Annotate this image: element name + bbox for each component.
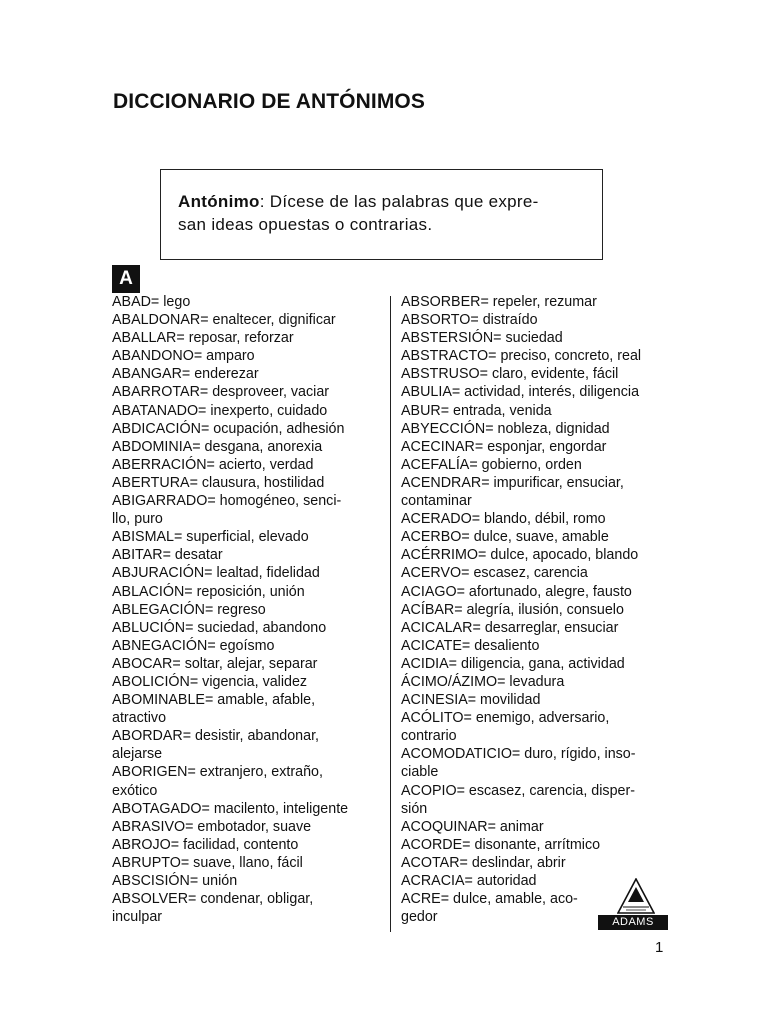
entry-line: ÁCIMO/ÁZIMO= levadura bbox=[401, 673, 565, 690]
entry-line: sión bbox=[401, 800, 428, 817]
entry-line: ABANGAR= enderezar bbox=[112, 366, 259, 383]
publisher-logo bbox=[596, 878, 674, 932]
entry-line: ABALLAR= reposar, reforzar bbox=[112, 330, 294, 347]
entry-line: ABIGARRADO= homogéneo, senci- bbox=[112, 493, 342, 510]
entry-line: ACORDE= disonante, arrítmico bbox=[401, 836, 601, 853]
entry-line: ABANDONO= amparo bbox=[112, 348, 255, 365]
entry-line: ABSORBER= repeler, rezumar bbox=[401, 294, 597, 310]
entry-line: ABULIA= actividad, interés, diligencia bbox=[401, 384, 640, 401]
entry-line: ACÉRRIMO= dulce, apocado, blando bbox=[401, 547, 639, 564]
entry-line: ACRE= dulce, amable, aco- bbox=[401, 891, 578, 908]
entry-line: ABSTERSIÓN= suciedad bbox=[401, 330, 563, 347]
entry-line: ACEFALÍA= gobierno, orden bbox=[401, 456, 582, 473]
entry-line: ABOTAGADO= macilento, inteligente bbox=[112, 800, 349, 817]
entry-line: ACOMODATICIO= duro, rígido, inso- bbox=[401, 746, 636, 763]
entry-line: ACOQUINAR= animar bbox=[401, 818, 544, 835]
entry-line: ACINESIA= movilidad bbox=[401, 692, 541, 709]
publisher-name: ADAMS bbox=[598, 915, 668, 930]
entry-line: alejarse bbox=[112, 746, 163, 763]
definition-line-2: san ideas opuestas o contrarias. bbox=[178, 215, 433, 234]
entry-line: ABORIGEN= extranjero, extraño, bbox=[112, 764, 323, 781]
entry-line: ACÓLITO= enemigo, adversario, bbox=[401, 710, 610, 727]
entry-line: ABROJO= facilidad, contento bbox=[112, 836, 299, 853]
entry-line: contrario bbox=[401, 728, 457, 745]
entry-line: ABUR= entrada, venida bbox=[401, 402, 552, 419]
triangle-emblem-icon bbox=[617, 878, 655, 914]
entry-line: ABOLICIÓN= vigencia, validez bbox=[112, 673, 308, 690]
entry-line: ABDOMINIA= desgana, anorexia bbox=[112, 438, 323, 455]
entry-line: ACECINAR= esponjar, engordar bbox=[401, 438, 607, 455]
entry-line: ABALDONAR= enaltecer, dignificar bbox=[112, 312, 336, 329]
definition-box bbox=[160, 169, 603, 260]
entry-line: ABSTRACTO= preciso, concreto, real bbox=[401, 348, 642, 365]
entry-line: ABSTRUSO= claro, evidente, fácil bbox=[401, 366, 619, 383]
entry-line: ciable bbox=[401, 764, 439, 781]
entry-line: ABSOLVER= condenar, obligar, bbox=[112, 891, 314, 908]
entry-line: ABRUPTO= suave, llano, fácil bbox=[112, 854, 303, 871]
entry-line: ABITAR= desatar bbox=[112, 547, 223, 564]
entry-line: ACRACIA= autoridad bbox=[401, 873, 537, 889]
page-title: DICCIONARIO DE ANTÓNIMOS bbox=[113, 90, 425, 113]
entry-line: exótico bbox=[112, 782, 158, 799]
entry-line: ACERBO= dulce, suave, amable bbox=[401, 529, 609, 546]
entry-line: ABLEGACIÓN= regreso bbox=[112, 601, 266, 618]
entry-line: ACÍBAR= alegría, ilusión, consuelo bbox=[401, 601, 624, 618]
entry-line: ABERTURA= clausura, hostilidad bbox=[112, 474, 325, 491]
entry-line: ABLACIÓN= reposición, unión bbox=[112, 583, 305, 600]
entry-line: ACERVO= escasez, carencia bbox=[401, 565, 588, 582]
entry-line: ABORDAR= desistir, abandonar, bbox=[112, 728, 320, 745]
definition-text: : Dícese de las palabras que expre- bbox=[259, 192, 539, 211]
entry-line: ACERADO= blando, débil, romo bbox=[401, 511, 606, 528]
entry-line: ACOPIO= escasez, carencia, disper- bbox=[401, 782, 636, 799]
entry-line: ACIAGO= afortunado, alegre, fausto bbox=[401, 583, 632, 600]
entry-line: ABARROTAR= desproveer, vaciar bbox=[112, 384, 330, 401]
entry-line: ACOTAR= deslindar, abrir bbox=[401, 854, 566, 871]
entry-line: ABJURACIÓN= lealtad, fidelidad bbox=[112, 565, 320, 582]
definition-line-1 bbox=[178, 190, 586, 213]
entry-line: ABOCAR= soltar, alejar, separar bbox=[112, 655, 318, 672]
entry-line: ABSCISIÓN= unión bbox=[112, 873, 238, 889]
entry-line: ACIDIA= diligencia, gana, actividad bbox=[401, 655, 625, 672]
entry-line: ABSORTO= distraído bbox=[401, 312, 538, 329]
entry-line: ABNEGACIÓN= egoísmo bbox=[112, 637, 275, 654]
page-number: 1 bbox=[655, 939, 664, 956]
entry-line: ABATANADO= inexperto, cuidado bbox=[112, 402, 328, 419]
entry-line: ACICATE= desaliento bbox=[401, 637, 540, 654]
entry-line: ABISMAL= superficial, elevado bbox=[112, 529, 309, 546]
section-letter-badge: A bbox=[112, 265, 140, 293]
entry-line: ABOMINABLE= amable, afable, bbox=[112, 692, 316, 709]
entry-line: ABYECCIÓN= nobleza, dignidad bbox=[401, 420, 610, 437]
entry-line: ABAD= lego bbox=[112, 294, 191, 310]
entry-line: ABDICACIÓN= ocupación, adhesión bbox=[112, 420, 345, 437]
entry-line: gedor bbox=[401, 909, 438, 926]
entry-line: ABERRACIÓN= acierto, verdad bbox=[112, 456, 314, 473]
entry-line: inculpar bbox=[112, 909, 163, 926]
entry-line: contaminar bbox=[401, 493, 472, 510]
entry-line: ABLUCIÓN= suciedad, abandono bbox=[112, 619, 327, 636]
column-divider bbox=[390, 296, 391, 932]
right-entry-column bbox=[401, 293, 673, 926]
entry-line: llo, puro bbox=[112, 511, 163, 528]
entry-line: atractivo bbox=[112, 710, 167, 727]
left-entry-column bbox=[112, 293, 384, 926]
definition-term: Antónimo bbox=[178, 192, 260, 211]
entry-line: ACICALAR= desarreglar, ensuciar bbox=[401, 619, 619, 636]
entry-line: ABRASIVO= embotador, suave bbox=[112, 818, 312, 835]
entry-line: ACENDRAR= impurificar, ensuciar, bbox=[401, 474, 624, 491]
